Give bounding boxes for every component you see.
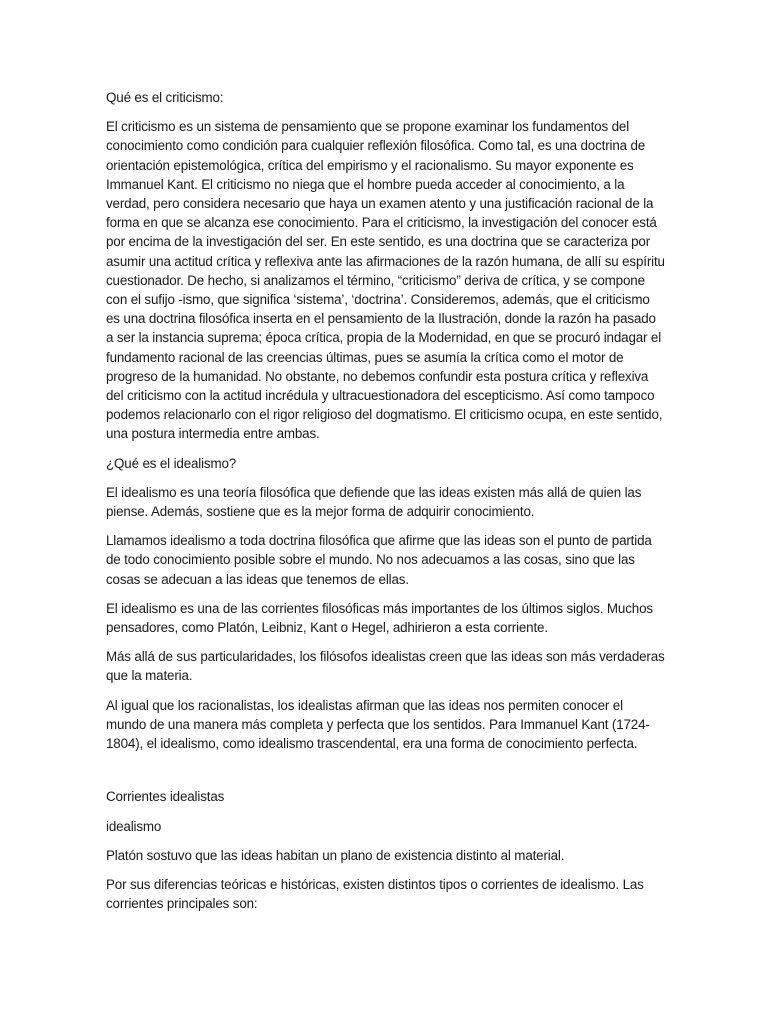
paragraph-platon: Platón sostuvo que las ideas habitan un plano de existencia distinto al material. [106, 847, 565, 863]
heading-idealismo: ¿Qué es el idealismo? [106, 455, 237, 471]
paragraph-criticismo: El criticismo es un sistema de pensamiento que se propone examinar los fundamentos del conocimiento como condición para cualquier reflexión filosófica. Como tal, es una doctrina de orientación epistemológica, crítica del empirismo y el racionalismo. Su mayor exponente es Immanuel Kant. El criticismo no niega que el hombre pueda acceder al conocimiento, a la verdad, pero considera necesario que haya un examen atento y una justificación racional de la forma en que se alcanza ese conocimiento. Para el criticismo, la investigación del conocer está por encima de la investigación del ser. En este sentido, es una doctrina que se caracteriza por asumir una actitud crítica y reflexiva ante las afirmaciones de la razón humana, de allí su espíritu cuestionador. De hecho, si analizamos el término, “criticismo” deriva de crítica, y se compone con el sufijo -ismo, que significa ‘sistema’, ‘doctrina’. Consideremos, además, que el criticismo es una doctrina filosófica inserta en el pensamiento de la Ilustración, donde la razón ha pasado a ser la instancia suprema; época crítica, propia de la Modernidad, en que se procuró indagar el fundamento racional de las creencias últimas, pues se asumía la crítica como el motor de progreso de la humanidad. No obstante, no debemos confundir esta postura crítica y reflexiva del criticismo con la actitud incrédula y ultracuestionadora del escepticismo. Así como tampoco podemos relacionarlo con el rigor religioso del dogmatismo. El criticismo ocupa, en este sentido, una postura intermedia entre ambas. [106, 119, 665, 442]
document-page [106, 88, 666, 923]
paragraph-idealismo-kant: Al igual que los racionalistas, los idealistas afirman que las ideas nos permiten conocer el mundo de una manera más completa y perfecta que los sentidos. Para Immanuel Kant (1724-1804), el idealismo, como idealismo trascendental, era una forma de conocimiento perfecta. [106, 697, 650, 752]
paragraph-idealismo-definition: El idealismo es una teoría filosófica que defiende que las ideas existen más allá de quien las piense. Además, sostiene que es la mejor forma de adquirir conocimiento. [106, 484, 642, 520]
label-idealismo: idealismo [106, 818, 162, 834]
heading-corrientes-idealistas: Corrientes idealistas [106, 789, 225, 805]
paragraph-idealismo-doctrine: Llamamos idealismo a toda doctrina filosófica que afirme que las ideas son el punto de partida de todo conocimiento posible sobre el mundo. No nos adecuamos a las cosas, sino que las cosas se adecuan a las ideas que tenemos de ellas. [106, 533, 652, 587]
paragraph-idealismo-thinkers: El idealismo es una de las corrientes filosóficas más importantes de los últimos siglos. Muchos pensadores, como Platón, Leibniz, Kant o Hegel, adhirieron a esta corriente. [106, 600, 653, 636]
paragraph-corrientes: Por sus diferencias teóricas e históricas, existen distintos tipos o corrientes de idealismo. Las corrientes principales son: [106, 876, 644, 912]
paragraph-idealismo-matter: Más allá de sus particularidades, los filósofos idealistas creen que las ideas son más verdaderas que la materia. [106, 649, 665, 684]
heading-criticismo: Qué es el criticismo: [106, 90, 224, 105]
